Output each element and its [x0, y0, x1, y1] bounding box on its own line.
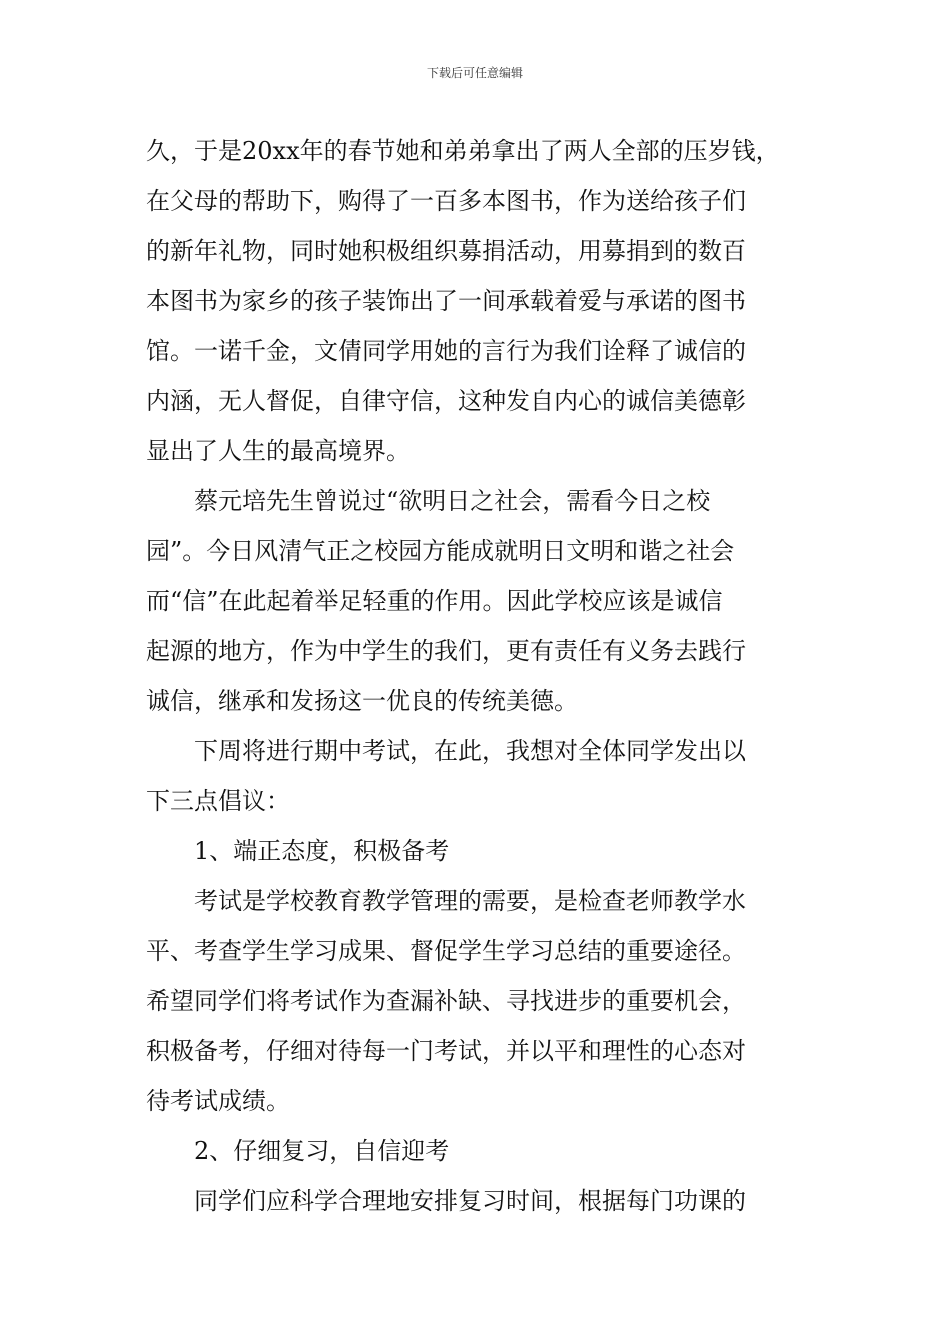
text-line: 久，于是20xx年的春节她和弟弟拿出了两人全部的压岁钱，: [146, 137, 780, 165]
section-heading: 1、端正态度，积极备考: [194, 837, 450, 865]
text-line: 馆。一诺千金，文倩同学用她的言行为我们诠释了诚信的: [146, 337, 746, 365]
text-line: 园”。今日风清气正之校园方能成就明日文明和谐之社会: [146, 537, 735, 565]
text-line: 诚信，继承和发扬这一优良的传统美德。: [146, 687, 578, 715]
text-line: 而“信”在此起着举足轻重的作用。因此学校应该是诚信: [146, 587, 723, 615]
text-line: 平、考查学生学习成果、督促学生学习总结的重要途径。: [146, 937, 746, 965]
page-header: 下载后可任意编辑: [426, 66, 523, 80]
text-line: 下三点倡议：: [146, 787, 290, 815]
section-heading: 2、仔细复习，自信迎考: [194, 1137, 450, 1165]
text-line: 起源的地方，作为中学生的我们，更有责任有义务去践行: [146, 637, 746, 665]
text-line: 本图书为家乡的孩子装饰出了一间承载着爱与承诺的图书: [146, 287, 746, 315]
paragraph-start-line: 同学们应科学合理地安排复习时间，根据每门功课的: [194, 1187, 746, 1215]
text-line: 积极备考，仔细对待每一门考试，并以平和理性的心态对: [146, 1037, 746, 1065]
text-line: 待考试成绩。: [146, 1087, 290, 1115]
text-line: 在父母的帮助下，购得了一百多本图书，作为送给孩子们: [146, 187, 746, 215]
paragraph-start-line: 考试是学校教育教学管理的需要，是检查老师教学水: [194, 887, 746, 915]
paragraph-start-line: 蔡元培先生曾说过“欲明日之社会，需看今日之校: [194, 487, 711, 515]
text-line: 内涵，无人督促，自律守信，这种发自内心的诚信美德彰: [146, 387, 746, 415]
paragraph-start-line: 下周将进行期中考试，在此，我想对全体同学发出以: [194, 737, 746, 765]
document-body: [146, 126, 826, 1226]
text-line: 显出了人生的最高境界。: [146, 437, 410, 465]
text-line: 的新年礼物，同时她积极组织募捐活动，用募捐到的数百: [146, 237, 746, 265]
text-line: 希望同学们将考试作为查漏补缺、寻找进步的重要机会，: [146, 987, 746, 1015]
